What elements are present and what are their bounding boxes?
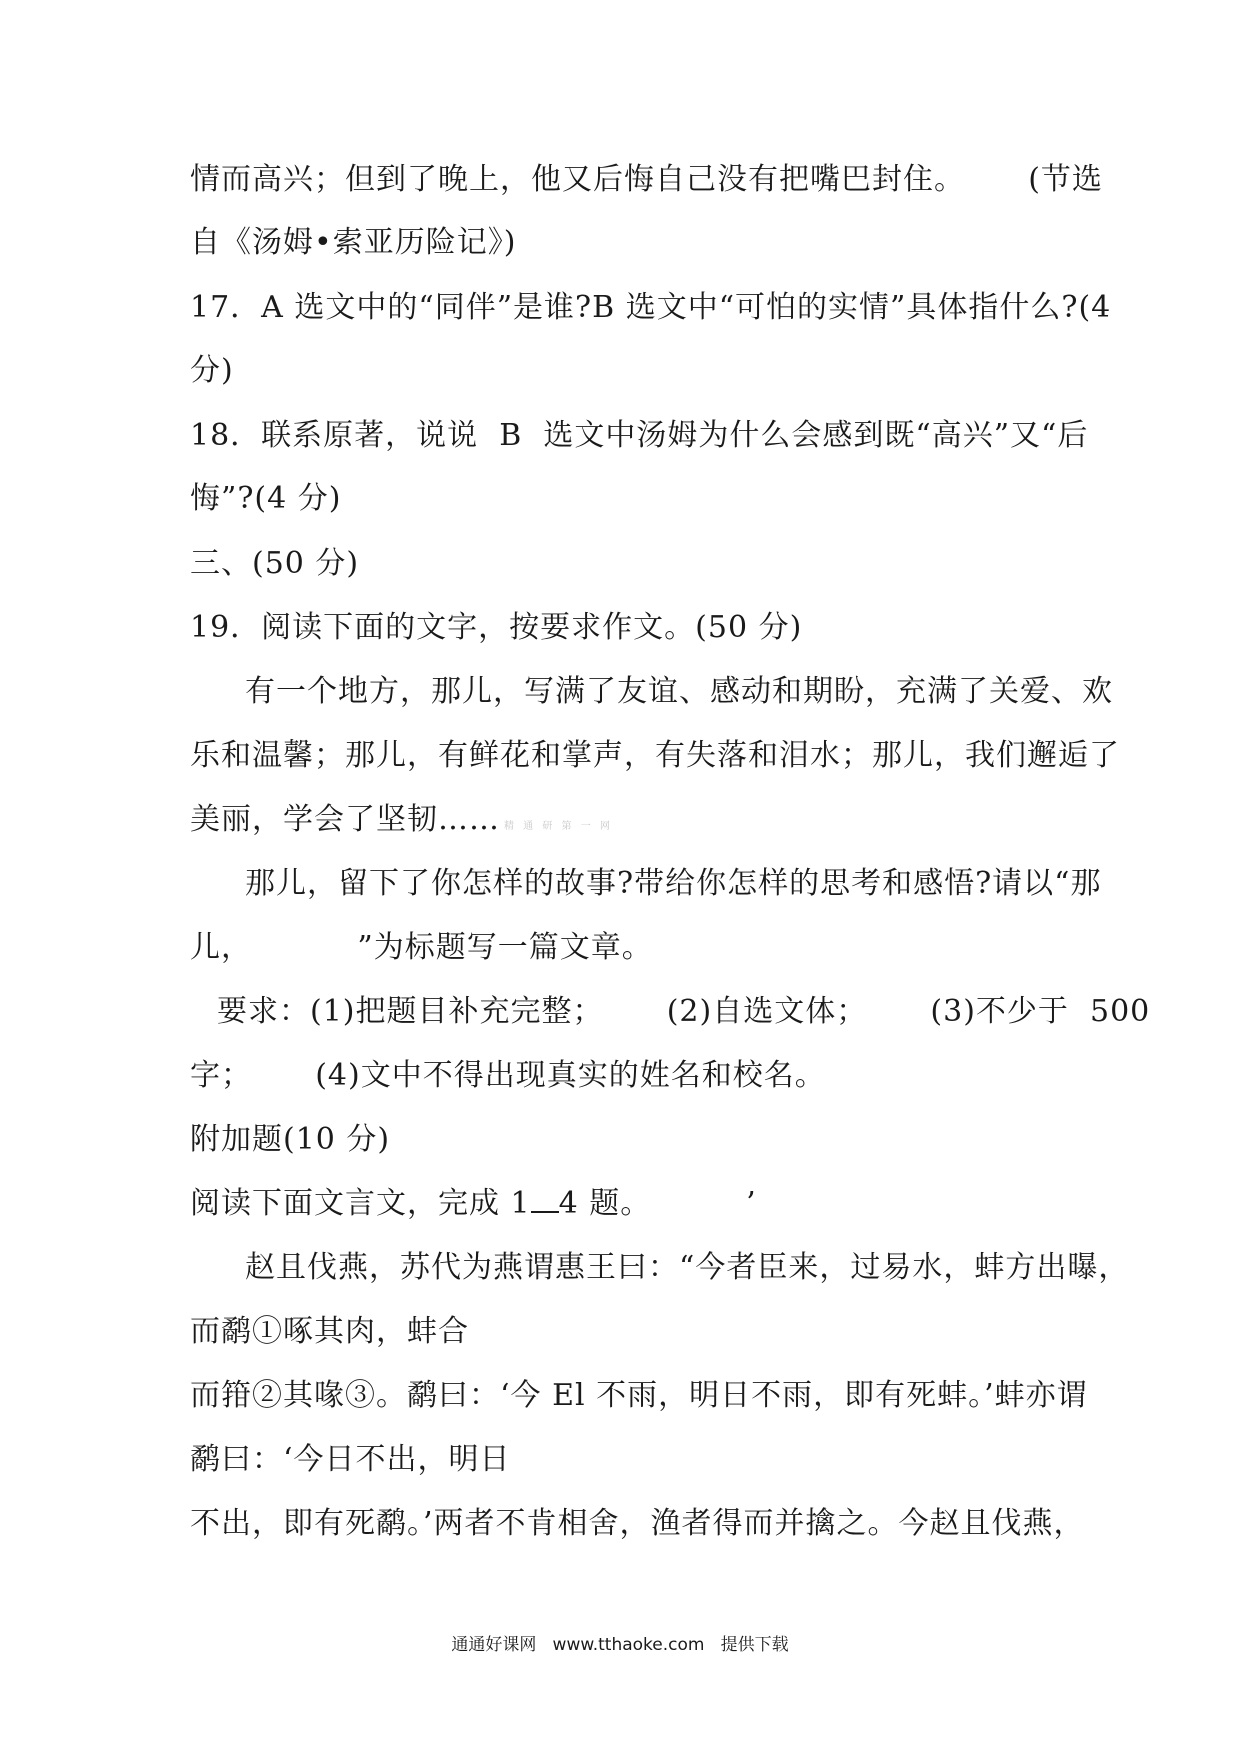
essay-requirements-line-1: 要求：(1)把题目补充完整； (2)自选文体； (3)不少于 500 <box>217 994 1151 1029</box>
classical-text-line-2: 而鹬①啄其肉，蚌合 <box>190 1314 469 1349</box>
question-17-line-2: 分) <box>190 353 234 388</box>
classical-instruction-part-2: 4 题。 ’ <box>558 1186 757 1221</box>
watermark-text: 精 通 研 第 一 网 <box>504 821 613 832</box>
classical-instruction-line <box>190 1184 757 1224</box>
classical-text-line-3: 而箝②其喙③。鹬曰：‘今 El 不雨，明日不雨，即有死蚌。’蚌亦谓 <box>190 1378 1088 1413</box>
essay-prompt-line-2: 乐和温馨；那儿，有鲜花和掌声，有失落和泪水；那儿，我们邂逅了 <box>190 738 1120 773</box>
essay-prompt-line-3 <box>190 800 613 847</box>
fill-blank-underline <box>531 1185 559 1213</box>
classical-instruction-part-1: 阅读下面文言文，完成 1 <box>190 1186 531 1221</box>
passage-line-1: 情而高兴；但到了晚上，他又后悔自己没有把嘴巴封住。 (节选 <box>190 162 1103 197</box>
essay-prompt-line-4: 那儿，留下了你怎样的故事?带给你怎样的思考和感悟?请以“那 <box>245 866 1102 901</box>
section-3-heading: 三、(50 分) <box>190 546 360 581</box>
question-18-line-2: 悔”?(4 分) <box>190 481 342 516</box>
essay-prompt-line-5: 儿， ”为标题写一篇文章。 <box>190 930 653 965</box>
essay-requirements-line-2: 字； (4)文中不得出现真实的姓名和校名。 <box>190 1058 826 1093</box>
passage-source-line: 自《汤姆•索亚历险记》) <box>190 225 517 260</box>
page-footer: 通通好课网 www.tthaoke.com 提供下载 <box>451 1635 789 1655</box>
question-19-heading: 19．阅读下面的文字，按要求作文。(50 分) <box>190 610 803 645</box>
classical-text-line-1: 赵且伐燕，苏代为燕谓惠王曰：“今者臣来，过易水，蚌方出曝， <box>245 1250 1130 1285</box>
classical-text-line-5: 不出，即有死鹬。’两者不肯相舍，渔者得而并擒之。今赵且伐燕， <box>190 1506 1085 1541</box>
classical-text-line-4: 鹬曰：‘今日不出，明日 <box>190 1442 511 1477</box>
essay-prompt-line-1: 有一个地方，那儿，写满了友谊、感动和期盼，充满了关爱、欢 <box>245 674 1113 709</box>
essay-prompt-line-3-text: 美丽，学会了坚韧…… <box>190 802 500 837</box>
bonus-section-heading: 附加题(10 分) <box>190 1122 391 1157</box>
question-17-line-1: 17．A 选文中的“同伴”是谁?B 选文中“可怕的实情”具体指什么?(4 <box>190 290 1112 325</box>
question-18-line-1: 18．联系原著，说说 B 选文中汤姆为什么会感到既“高兴”又“后 <box>190 418 1089 453</box>
